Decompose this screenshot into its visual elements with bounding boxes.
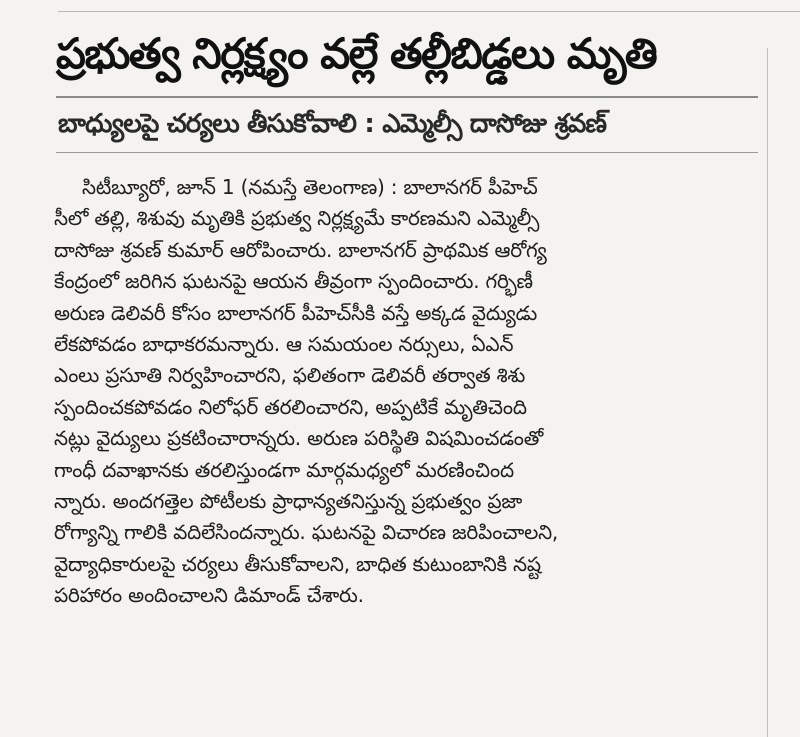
subheadline: బాధ్యులపై చర్యలు తీసుకోవాలి : ఎమ్మెల్సీ దాసోజు శ్రవణ్ [58,109,607,139]
body-line: నట్లు వైద్యులు ప్రకటించారాన్నరు. అరుణ పరిస్థితి విషమించడంతో [54,426,544,451]
body-line: సిటీబ్యూరో, జూన్ 1 (నమస్తే తెలంగాణ) : బాలానగర్ పీహెచ్ [82,175,538,199]
column-rule [767,48,768,737]
subheadline-divider [56,152,758,153]
body-line: కేంద్రంలో జరిగిన ఘటనపై ఆయన తీవ్రంగా స్పందించారు. గర్భిణీ [54,269,533,294]
body-line: అరుణ డెలివరీ కోసం బాలానగర్ పీహెచ్‌సీకి వస్తే అక్కడ వైద్యుడు [54,300,538,325]
body-line: స్పందించకపోవడం నిలోఫర్ తరలించారని, అప్పటికే మృతిచెంది [54,394,527,419]
article-body [54,172,754,737]
body-line: సీలో తల్లి, శిశువు మృతికి ప్రభుత్వ నిర్లక్ష్యమే కారణమని ఎమ్మెల్సీ [54,206,540,231]
body-line: పరిహారం అందించాలని డిమాండ్ చేశారు. [54,583,364,608]
headline-divider [56,96,758,98]
body-line: దాసోజు శ్రవణ్ కుమార్ ఆరోపించారు. బాలానగర్ ప్రాథమిక ఆరోగ్య [54,237,547,262]
body-line: రోగ్యాన్ని గాలికి వదిలేసిందన్నారు. ఘటనపై విచారణ జరిపించాలని, [54,520,559,545]
body-line: న్నారు. అందగత్తెల పోటీలకు ప్రాధాన్యతనిస్తున్న ప్రభుత్వం ప్రజా [54,489,523,514]
headline: ప్రభుత్వ నిర్లక్ష్యం వల్లే తల్లీబిడ్డలు మృతి [56,29,657,78]
body-line: గాంధీ దవాఖానకు తరలిస్తుండగా మార్గమధ్యలో మరణించింద [54,457,514,482]
top-rule [58,11,800,12]
body-line: వైద్యాధికారులపై చర్యలు తీసుకోవాలని, బాధిత కుటుంబానికి నష్ట [54,551,541,576]
body-line: లేకపోవడం బాధాకరమన్నారు. ఆ సమయంల నర్సులు, ఏఎన్ [54,332,514,357]
body-line: ఎంలు ప్రసూతి నిర్వహించారని, ఫలితంగా డెలివరీ తర్వాత శిశు [54,363,526,388]
